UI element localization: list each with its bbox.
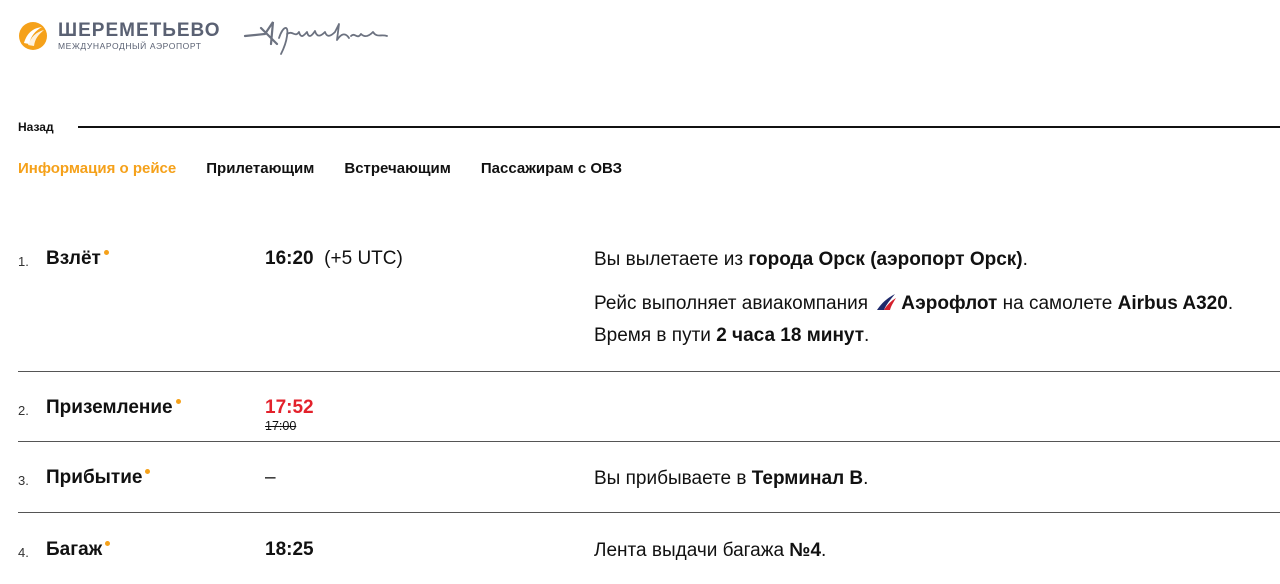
step-info	[594, 535, 1274, 567]
status-dot	[104, 250, 109, 255]
status-dot	[176, 399, 181, 404]
step-number: 4.	[18, 545, 29, 560]
step-time: 18:25	[265, 539, 314, 560]
step-time-delayed: 17:52	[265, 397, 314, 418]
original-time: 17:00	[265, 419, 297, 433]
divider	[18, 512, 1280, 513]
step-number: 1.	[18, 254, 29, 269]
status-dot	[145, 469, 150, 474]
divider	[18, 371, 1280, 372]
divider	[18, 441, 1280, 442]
step-title: Взлёт	[46, 248, 109, 270]
back-divider	[78, 126, 1280, 128]
arrival-text: Вы прибываете в Терминал B.	[594, 468, 869, 489]
pushkin-signature-logo	[243, 14, 393, 58]
aeroflot-logo-icon	[875, 293, 897, 311]
step-info	[594, 463, 1274, 495]
site-header	[18, 14, 393, 58]
step-info	[594, 244, 1274, 352]
step-title: Приземление	[46, 397, 181, 419]
tab-meeting[interactable]: Встречающим	[344, 160, 451, 177]
back-bar	[18, 120, 1280, 134]
status-dot	[105, 541, 110, 546]
airline-text: Рейс выполняет авиакомпания Аэрофлот на самолете Airbus A320. Время в пути 2 часа 18 минут.	[594, 293, 1234, 346]
airport-subtitle: МЕЖДУНАРОДНЫЙ АЭРОПОРТ	[58, 41, 202, 52]
step-time: 16:20 (+5 UTC)	[265, 248, 403, 269]
tab-flight-info[interactable]: Информация о рейсе	[18, 160, 177, 177]
tab-reduced-mobility[interactable]: Пассажирам с ОВЗ	[480, 160, 623, 177]
step-number: 2.	[18, 403, 29, 418]
flight-tabs	[18, 160, 652, 177]
baggage-text: Лента выдачи багажа №4.	[594, 540, 827, 561]
sheremetyevo-logo[interactable]	[18, 21, 221, 51]
step-number: 3.	[18, 473, 29, 488]
back-link[interactable]: Назад	[18, 120, 54, 134]
departure-text: Вы вылетаете из города Орск (аэропорт Орск).	[594, 249, 1028, 270]
step-time: –	[265, 467, 276, 488]
airport-name: ШЕРЕМЕТЬЕВО	[58, 20, 221, 42]
sheremetyevo-logo-icon	[18, 21, 48, 51]
tab-arriving[interactable]: Прилетающим	[206, 160, 315, 177]
step-title: Багаж	[46, 539, 110, 561]
step-title: Прибытие	[46, 467, 150, 489]
